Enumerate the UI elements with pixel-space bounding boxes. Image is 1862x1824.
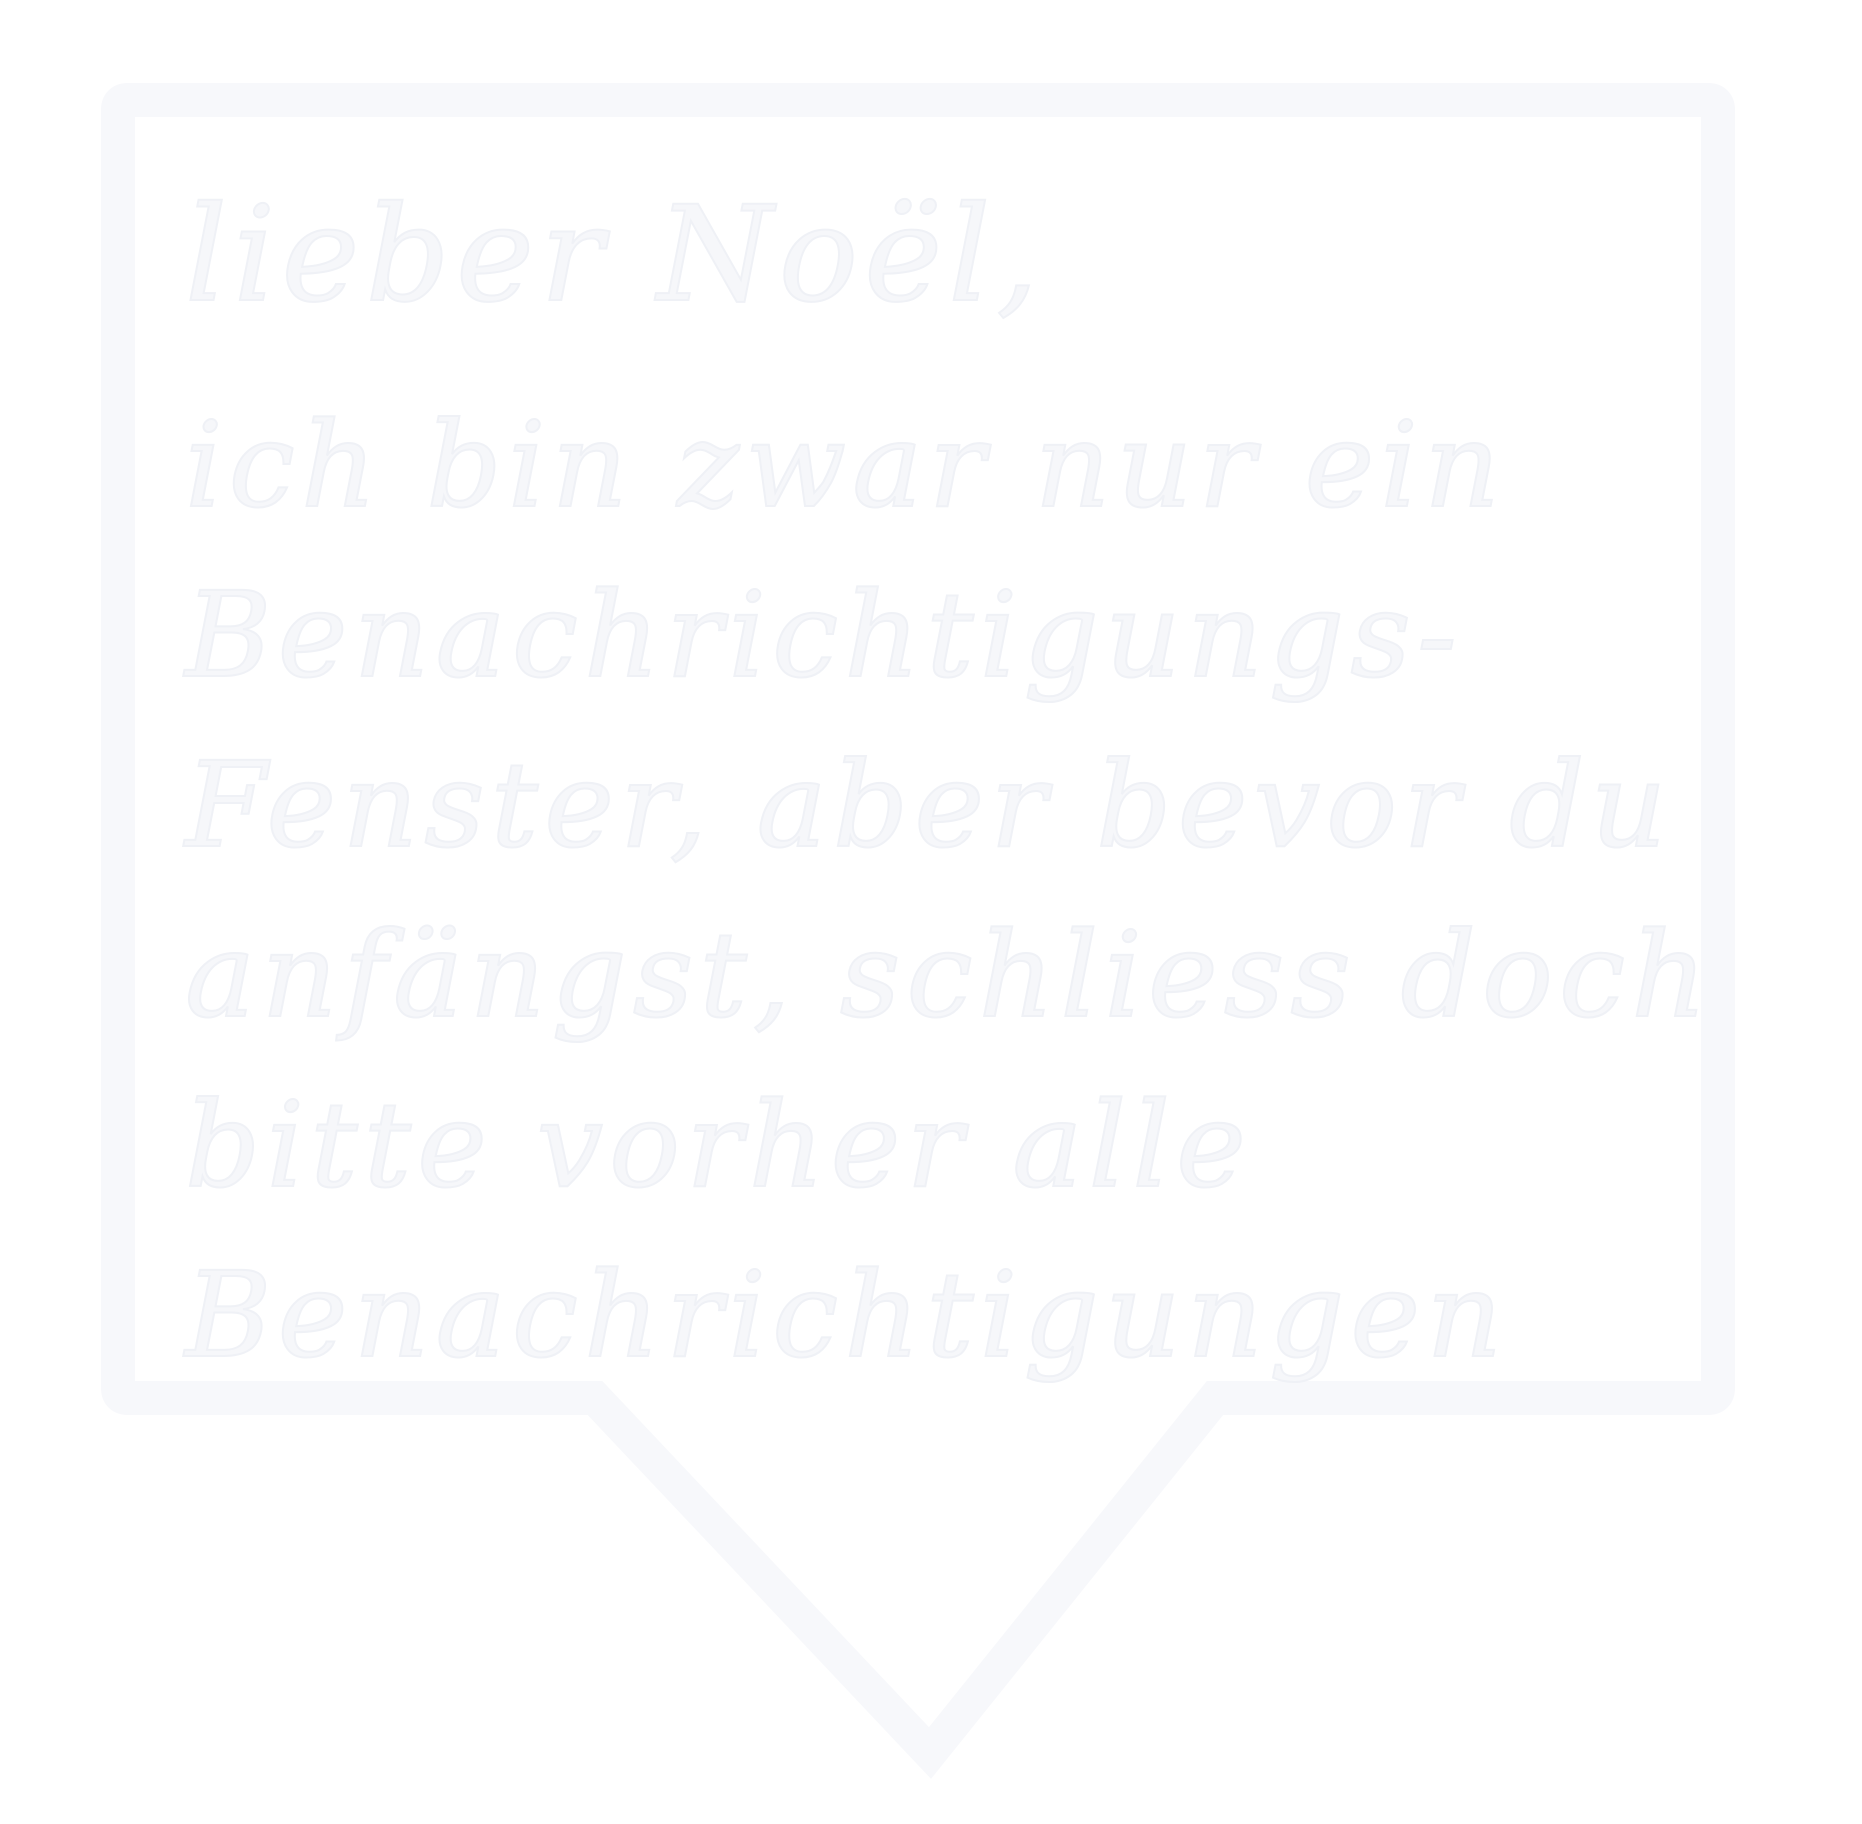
message-line: ich bin zwar nur ein — [185, 396, 1507, 534]
message-greeting: lieber Noël, — [185, 178, 1045, 332]
message-line: Fenster, aber bevor du — [185, 736, 1673, 874]
message-line: Benachrichtigungs- — [185, 566, 1463, 704]
message-line: anfängst, schliess doch — [185, 906, 1714, 1044]
notification-message — [185, 150, 1714, 1390]
message-line: Benachrichtigungen — [185, 1246, 1509, 1384]
message-line: bitte vorher alle — [185, 1076, 1252, 1214]
